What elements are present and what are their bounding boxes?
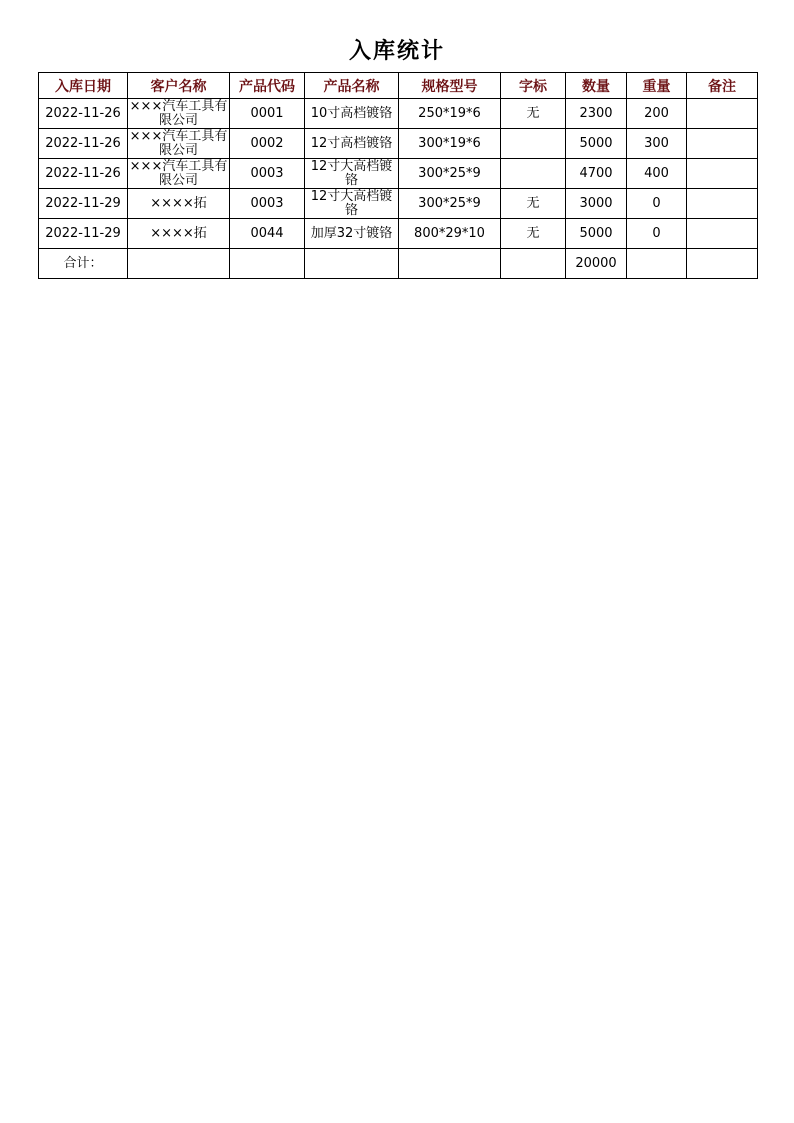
cell-product: 12寸高档镀铬 [305,129,399,159]
cell-note [687,99,758,129]
cell-date: 2022-11-26 [39,99,128,129]
cell-weight: 300 [627,129,687,159]
total-empty-cell [627,249,687,279]
cell-weight: 0 [627,189,687,219]
cell-date: 2022-11-26 [39,159,128,189]
cell-product: 12寸大高档镀铬 [305,189,399,219]
cell-weight: 0 [627,219,687,249]
cell-qty: 4700 [566,159,627,189]
cell-qty: 5000 [566,129,627,159]
cell-customer: ×××汽车工具有限公司 [128,99,230,129]
cell-customer: ××××拓 [128,219,230,249]
total-qty: 20000 [566,249,627,279]
cell-note [687,219,758,249]
cell-mark: 无 [501,219,566,249]
cell-weight: 200 [627,99,687,129]
cell-spec: 300*25*9 [399,189,501,219]
cell-date: 2022-11-26 [39,129,128,159]
cell-code: 0003 [230,189,305,219]
total-empty-cell [128,249,230,279]
header-product: 产品名称 [305,73,399,99]
cell-mark: 无 [501,189,566,219]
header-customer: 客户名称 [128,73,230,99]
cell-code: 0003 [230,159,305,189]
total-empty-cell [399,249,501,279]
cell-product: 12寸大高档镀铬 [305,159,399,189]
cell-date: 2022-11-29 [39,219,128,249]
cell-mark [501,129,566,159]
cell-note [687,129,758,159]
header-date: 入库日期 [39,73,128,99]
header-mark: 字标 [501,73,566,99]
total-empty-cell [501,249,566,279]
header-spec: 规格型号 [399,73,501,99]
cell-code: 0044 [230,219,305,249]
cell-mark [501,159,566,189]
cell-note [687,189,758,219]
cell-mark: 无 [501,99,566,129]
cell-qty: 5000 [566,219,627,249]
cell-qty: 3000 [566,189,627,219]
cell-spec: 300*19*6 [399,129,501,159]
cell-customer: ××××拓 [128,189,230,219]
header-weight: 重量 [627,73,687,99]
table-row [39,159,758,189]
cell-note [687,159,758,189]
header-qty: 数量 [566,73,627,99]
cell-spec: 300*25*9 [399,159,501,189]
table-row [39,219,758,249]
cell-weight: 400 [627,159,687,189]
page-title: 入库统计 [348,38,445,64]
total-label: 合计： [39,249,128,279]
cell-qty: 2300 [566,99,627,129]
cell-customer: ×××汽车工具有限公司 [128,159,230,189]
cell-customer: ×××汽车工具有限公司 [128,129,230,159]
total-empty-cell [230,249,305,279]
total-empty-cell [687,249,758,279]
cell-product: 加厚32寸镀铬 [305,219,399,249]
table-row [39,189,758,219]
cell-spec: 250*19*6 [399,99,501,129]
total-row [39,249,758,279]
cell-date: 2022-11-29 [39,189,128,219]
header-code: 产品代码 [230,73,305,99]
cell-product: 10寸高档镀铬 [305,99,399,129]
total-empty-cell [305,249,399,279]
inventory-table [38,72,758,279]
header-note: 备注 [687,73,758,99]
header-row [39,73,758,99]
cell-spec: 800*29*10 [399,219,501,249]
cell-code: 0002 [230,129,305,159]
table-row [39,99,758,129]
table-row [39,129,758,159]
cell-code: 0001 [230,99,305,129]
